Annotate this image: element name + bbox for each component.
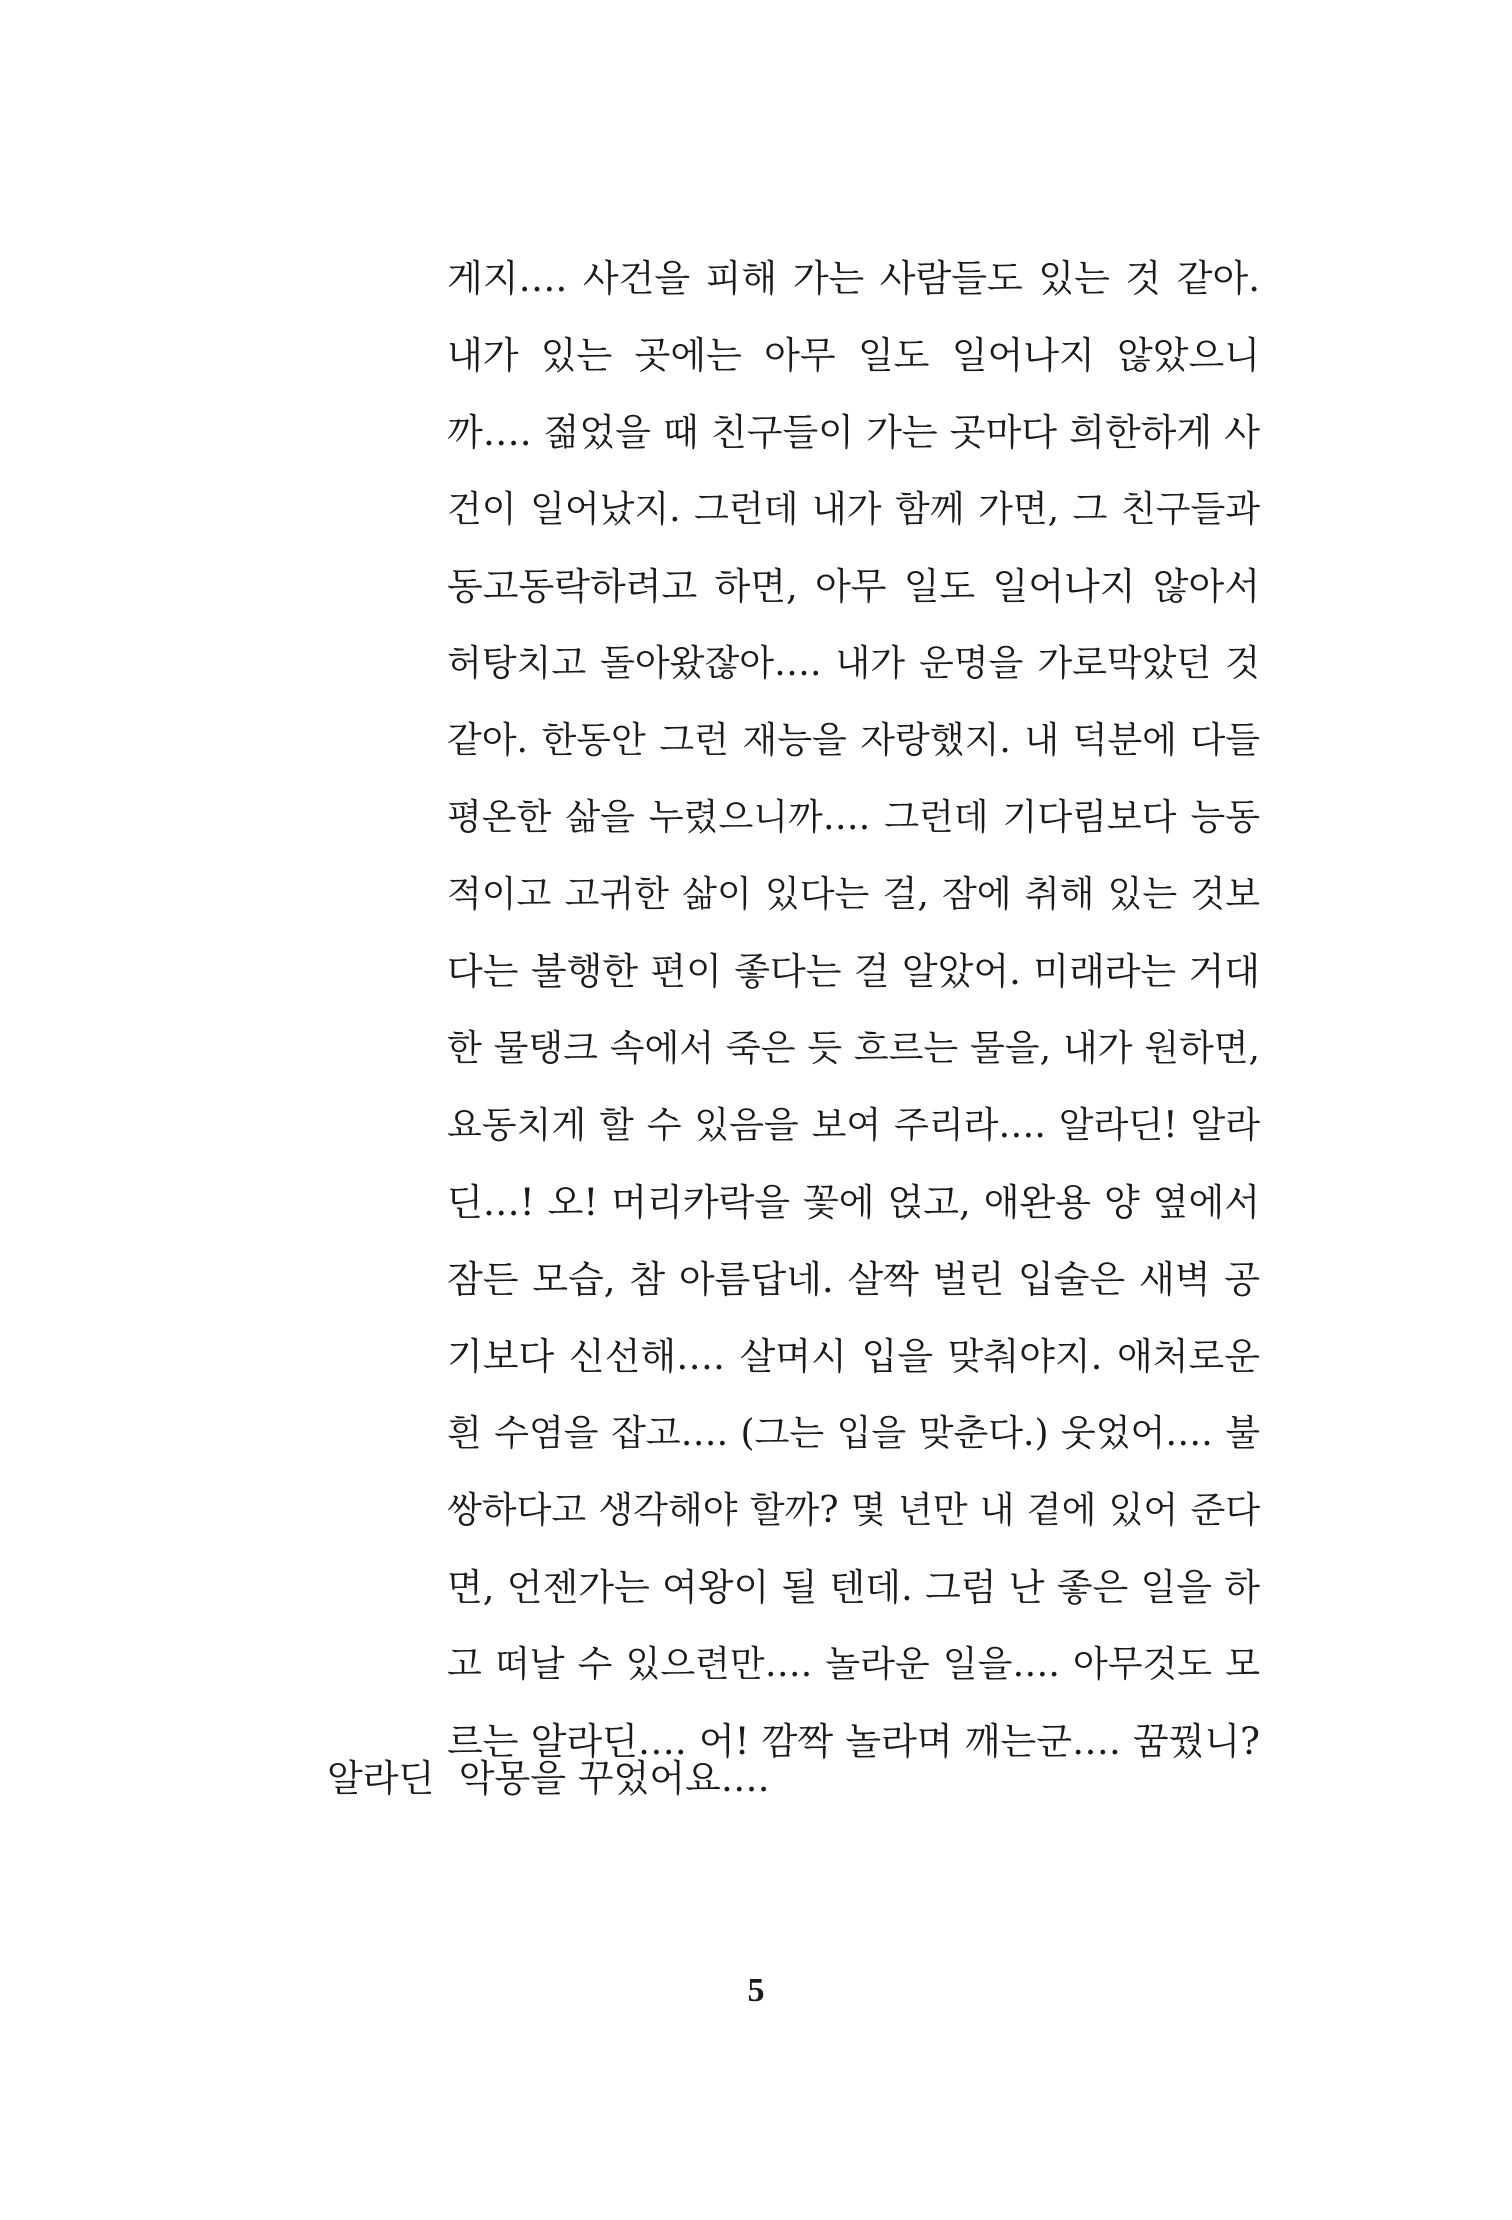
page-number: 5 (747, 1972, 765, 2009)
speech-row (327, 1740, 769, 1817)
text-line: 딘…! 오! 머리카락을 꽃에 얹고, 애완용 양 옆에서 (447, 1181, 1260, 1224)
text-line: 동고동락하려고 하면, 아무 일도 일어나지 않아서 (447, 565, 1260, 608)
text-line: 르는 알라딘…. 어! 깜짝 놀라며 깨는군…. 꿈꿨니? (447, 1720, 1260, 1763)
text-line: 같아. 한동안 그런 재능을 자랑했지. 내 덕분에 다들 (447, 720, 1260, 761)
text-line: 적이고 고귀한 삶이 있다는 걸, 잠에 취해 있는 것보 (447, 874, 1260, 915)
text-line: 건이 일어났지. 그런데 내가 함께 가면, 그 친구들과 (447, 489, 1260, 530)
dialogue-block (447, 240, 1260, 1780)
text-line: 요동치게 할 수 있음을 보여 주리라…. 알라딘! 알라 (447, 1105, 1260, 1146)
text-line: 내가 있는 곳에는 아무 일도 일어나지 않았으니 (447, 334, 1260, 377)
speech-text: 악몽을 꾸었어요…. (458, 1757, 770, 1800)
text-line: 흰 수염을 잡고…. (그는 입을 맞춘다.) 웃었어…. 불 (447, 1413, 1260, 1454)
text-line: 평온한 삶을 누렸으니까…. 그런데 기다림보다 능동 (447, 797, 1260, 838)
text-line: 게지…. 사건을 피해 가는 사람들도 있는 것 같아. (447, 257, 1260, 300)
speaker-name: 알라딘 (327, 1757, 435, 1800)
text-line: 다는 불행한 편이 좋다는 걸 알았어. 미래라는 거대 (447, 950, 1260, 993)
text-line: 쌍하다고 생각해야 할까? 몇 년만 내 곁에 있어 준다 (447, 1490, 1260, 1531)
text-line: 한 물탱크 속에서 죽은 듯 흐르는 물을, 내가 원하면, (447, 1028, 1260, 1069)
text-line: 면, 언젠가는 여왕이 될 텐데. 그럼 난 좋은 일을 하 (447, 1566, 1260, 1609)
text-line: 잠든 모습, 참 아름답네. 살짝 벌린 입술은 새벽 공 (447, 1258, 1260, 1301)
text-line: 까…. 젊었을 때 친구들이 가는 곳마다 희한하게 사 (447, 411, 1260, 454)
text-line: 허탕치고 돌아왔잖아…. 내가 운명을 가로막았던 것 (447, 643, 1260, 684)
text-line: 기보다 신선해…. 살며시 입을 맞춰야지. 애처로운 (447, 1335, 1260, 1378)
text-line: 고 떠날 수 있으련만…. 놀라운 일을…. 아무것도 모 (447, 1644, 1260, 1685)
